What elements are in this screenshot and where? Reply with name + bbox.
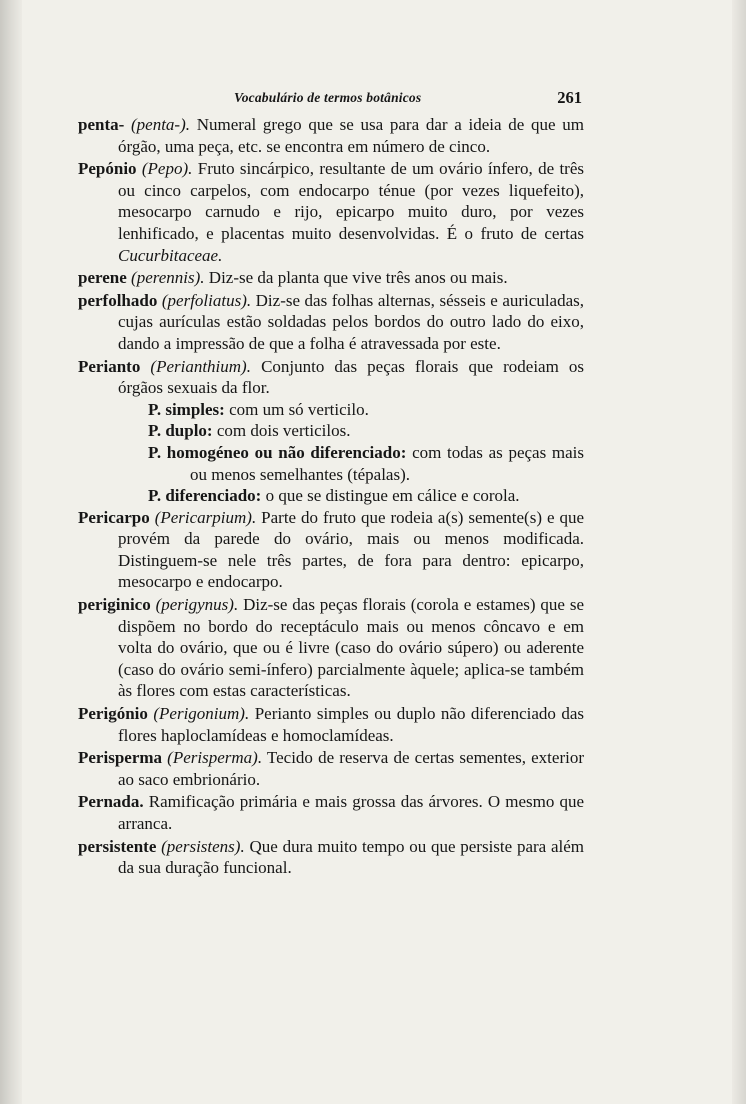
entry-definition: Tecido de reserva de certas sementes, exterior ao saco embrionário. <box>118 748 584 789</box>
entry-definition: Diz-se da planta que vive três anos ou mais. <box>208 268 508 288</box>
running-title: Vocabulário de termos botânicos <box>234 90 422 105</box>
subentry-definition: o que se distingue em cálice e corola. <box>265 486 520 506</box>
subentry-term: P. duplo: <box>148 421 213 441</box>
entry-definition: Diz-se das folhas alternas, sésseis e auriculadas, cujas aurículas estão soldadas pelos bordos do outro lado do eixo, dando a impressão de que a folha é atravessada por este. <box>118 290 584 353</box>
page-binding-edge <box>0 0 22 1104</box>
glossary-entry <box>78 836 584 879</box>
entry-term: Pepónio <box>78 159 137 179</box>
subentry-definition: com dois verticilos. <box>216 421 351 441</box>
glossary-entry <box>78 703 584 746</box>
subentry <box>78 442 584 485</box>
subentry <box>78 485 584 507</box>
entry-term: Pernada. <box>78 792 144 812</box>
entry-latin: (Perianthium). <box>150 356 251 376</box>
entry-term: Pericarpo <box>78 507 150 527</box>
entry-definition: Que dura muito tempo ou que persiste para além da sua duração funcional. <box>118 836 585 878</box>
entry-term: penta- <box>78 115 125 134</box>
entry-definition-latin: Cucurbitaceae. <box>118 245 223 265</box>
entry-latin: (penta-). <box>131 115 191 134</box>
entry-latin: (persistens). <box>161 836 245 856</box>
glossary-entry <box>78 158 584 266</box>
subentry-term: P. diferenciado: <box>148 486 262 506</box>
entry-term: perene <box>78 268 127 288</box>
entry-definition: Numeral grego que se usa para dar a ideia de que um órgão, uma peça, etc. se encontra em número de cinco. <box>118 115 585 156</box>
page-number: 261 <box>557 88 582 107</box>
page-header <box>78 88 586 112</box>
entry-term: Perisperma <box>78 748 163 768</box>
subentry-term: P. homogéneo ou não diferenciado: <box>148 442 407 462</box>
glossary-entries <box>78 114 584 879</box>
glossary-entry <box>78 747 584 790</box>
glossary-entry <box>78 507 584 593</box>
subentry-term: P. simples: <box>148 399 225 419</box>
entry-definition: Parte do fruto que rodeia a(s) semente(s) e que provém da parede do ovário, mais ou menos modificada. Distinguem-se nele três partes, de fora para dentro: epicarpo, mesocarpo e endocarpo. <box>118 507 584 592</box>
entry-latin: (perennis). <box>131 268 205 288</box>
entry-latin: (Perigonium). <box>153 704 250 724</box>
subentry <box>78 420 584 442</box>
entry-definition: Fruto sincárpico, resultante de um ovário ínfero, de três ou cinco carpelos, com endocarpo ténue (por vezes liquefeito), mesocarpo carnudo e rijo, epicarpo muito duro, por vezes lenhificado, e placentas muito desenvolvidas. É o fruto de certas <box>118 159 584 243</box>
entry-latin: (Pericarpium). <box>154 507 257 527</box>
glossary-entry <box>78 114 584 157</box>
entry-definition: Conjunto das peças florais que rodeiam os órgãos sexuais da flor. <box>118 356 584 398</box>
glossary-entry <box>78 594 584 702</box>
entry-term: Perianto <box>78 356 141 376</box>
entry-definition: Ramificação primária e mais grossa das árvores. O mesmo que arranca. <box>118 792 584 833</box>
glossary-entry <box>78 356 584 399</box>
entry-term: persistente <box>78 836 157 856</box>
subentry-definition: com um só verticilo. <box>229 399 369 419</box>
glossary-entry <box>78 290 584 355</box>
page-right-edge <box>732 0 746 1104</box>
entry-term: perfolhado <box>78 290 158 310</box>
glossary-entry <box>78 791 584 834</box>
subentry-definition: com todas as peças mais ou menos semelhantes (tépalas). <box>190 442 584 484</box>
entry-term: periginico <box>78 595 151 615</box>
subentry-list <box>78 399 584 507</box>
entry-term: Perigónio <box>78 704 148 724</box>
entry-definition: Perianto simples ou duplo não diferenciado das flores haploclamídeas e homoclamídeas. <box>118 704 585 745</box>
glossary-entry <box>78 267 584 289</box>
entry-latin: (perigynus). <box>155 595 239 615</box>
entry-latin: (Pepo). <box>141 159 193 179</box>
entry-definition: Diz-se das peças florais (corola e estames) que se dispõem no bordo do receptáculo mais ou menos côncavo e em volta do ovário, que ou é livre (caso do ovário súpero) ou aderente (caso do ovário semi-ínfero) parcialmente àquele; aplica-se também às flores com estas características. <box>118 595 584 701</box>
subentry <box>78 399 584 421</box>
entry-latin: (Perisperma). <box>167 748 263 768</box>
entry-latin: (perfoliatus). <box>161 290 252 310</box>
